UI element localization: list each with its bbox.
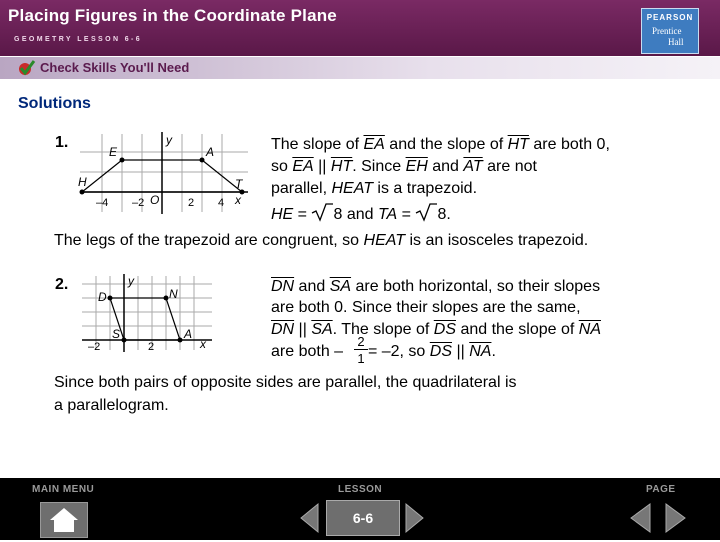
- problem-2-number: 2.: [55, 276, 69, 293]
- check-skills-label: Check Skills You'll Need: [40, 60, 190, 75]
- sqrt-symbol-icon: [415, 202, 437, 222]
- header-bar: [0, 0, 720, 56]
- graph1-label-H: H: [78, 175, 87, 189]
- graph1-label-A: A: [206, 145, 215, 159]
- problem-1-conclusion: The legs of the trapezoid are congruent, so HEAT is an isosceles trapezoid.: [54, 232, 589, 249]
- check-mark-icon: [18, 60, 36, 76]
- publisher-logo: [641, 8, 699, 54]
- graph1-axis-y: y: [166, 133, 172, 147]
- lesson-next-arrow-icon[interactable]: [404, 502, 426, 534]
- graph1-label-T: T: [235, 177, 243, 191]
- problem-2-line-3: $\overline{DN}$ || $\overline{SA}$. The slope of $\overline{DS}$ and the slope of $\overline{NA}$: [271, 321, 601, 338]
- problem-1-line-4: HE = 8 and TA = 8.: [271, 202, 451, 226]
- graph1-label-E: E: [109, 145, 118, 159]
- graph2-tick-2: 2: [148, 341, 155, 353]
- problem-2-line-2: are both 0. Since their slopes are the same,: [271, 299, 581, 316]
- graph1-tick-4: 4: [218, 197, 225, 209]
- problem-1-number: 1.: [55, 134, 69, 151]
- graph1-origin: O: [150, 193, 160, 207]
- lesson-label: LESSON: [338, 484, 383, 495]
- logo-line-2: Prentice: [652, 26, 682, 36]
- graph1-tick-2: 2: [188, 197, 195, 209]
- main-menu-label: MAIN MENU: [32, 484, 95, 495]
- sqrt-symbol-icon: [311, 202, 333, 222]
- fraction-denominator: 1: [357, 351, 365, 366]
- graph2-label-N: N: [169, 287, 178, 301]
- problem-1-line-3: parallel, HEAT is a trapezoid.: [271, 180, 478, 197]
- problem-1-line-2: so $\overline{EA}$ || $\overline{HT}$. Since $\overline{EH}$ and $\overline{AT}$ are not: [271, 158, 537, 175]
- problem-2-graph: [76, 272, 216, 356]
- graph1-axis-x: x: [235, 193, 241, 207]
- logo-line-3: Hall: [668, 37, 684, 47]
- solutions-heading: Solutions: [18, 95, 91, 112]
- problem-1-line-1: The slope of $\overline{EA}$ and the slope of $\overline{HT}$ are both 0,: [271, 136, 610, 153]
- page-title: Placing Figures in the Coordinate Plane: [8, 6, 337, 25]
- problem-1-graph: [72, 128, 252, 220]
- graph2-axis-y: y: [128, 274, 134, 288]
- graph2-axis-x: x: [200, 337, 206, 351]
- graph2-label-A: A: [184, 327, 193, 341]
- page-next-arrow-icon[interactable]: [664, 502, 688, 534]
- logo-brand: PEARSON: [646, 13, 694, 22]
- graph1-tick-neg2: –2: [132, 197, 145, 209]
- lesson-subtitle: GEOMETRY LESSON 6-6: [14, 36, 143, 43]
- main-menu-button[interactable]: [40, 502, 88, 538]
- home-icon: [41, 503, 87, 537]
- lesson-number-button[interactable]: 6-6: [326, 500, 400, 536]
- problem-2-conclusion-2: a parallelogram.: [54, 397, 169, 414]
- lesson-prev-arrow-icon[interactable]: [298, 502, 320, 534]
- fraction-numerator: 2: [354, 335, 368, 350]
- graph2-tick-neg2: –2: [88, 341, 101, 353]
- graph1-tick-neg4: –4: [96, 197, 109, 209]
- graph2-label-D: D: [98, 290, 107, 304]
- graph2-label-S: S: [112, 327, 121, 341]
- page-label: PAGE: [646, 484, 676, 495]
- problem-2-line-1: $\overline{DN}$ and $\overline{SA}$ are both horizontal, so their slopes: [271, 278, 601, 295]
- problem-2-line-4: are both – = –2, so $\overline{DS}$ || $\overline{NA}$.: [271, 343, 496, 360]
- page-prev-arrow-icon[interactable]: [628, 502, 652, 534]
- problem-2-conclusion-1: Since both pairs of opposite sides are parallel, the quadrilateral is: [54, 374, 517, 391]
